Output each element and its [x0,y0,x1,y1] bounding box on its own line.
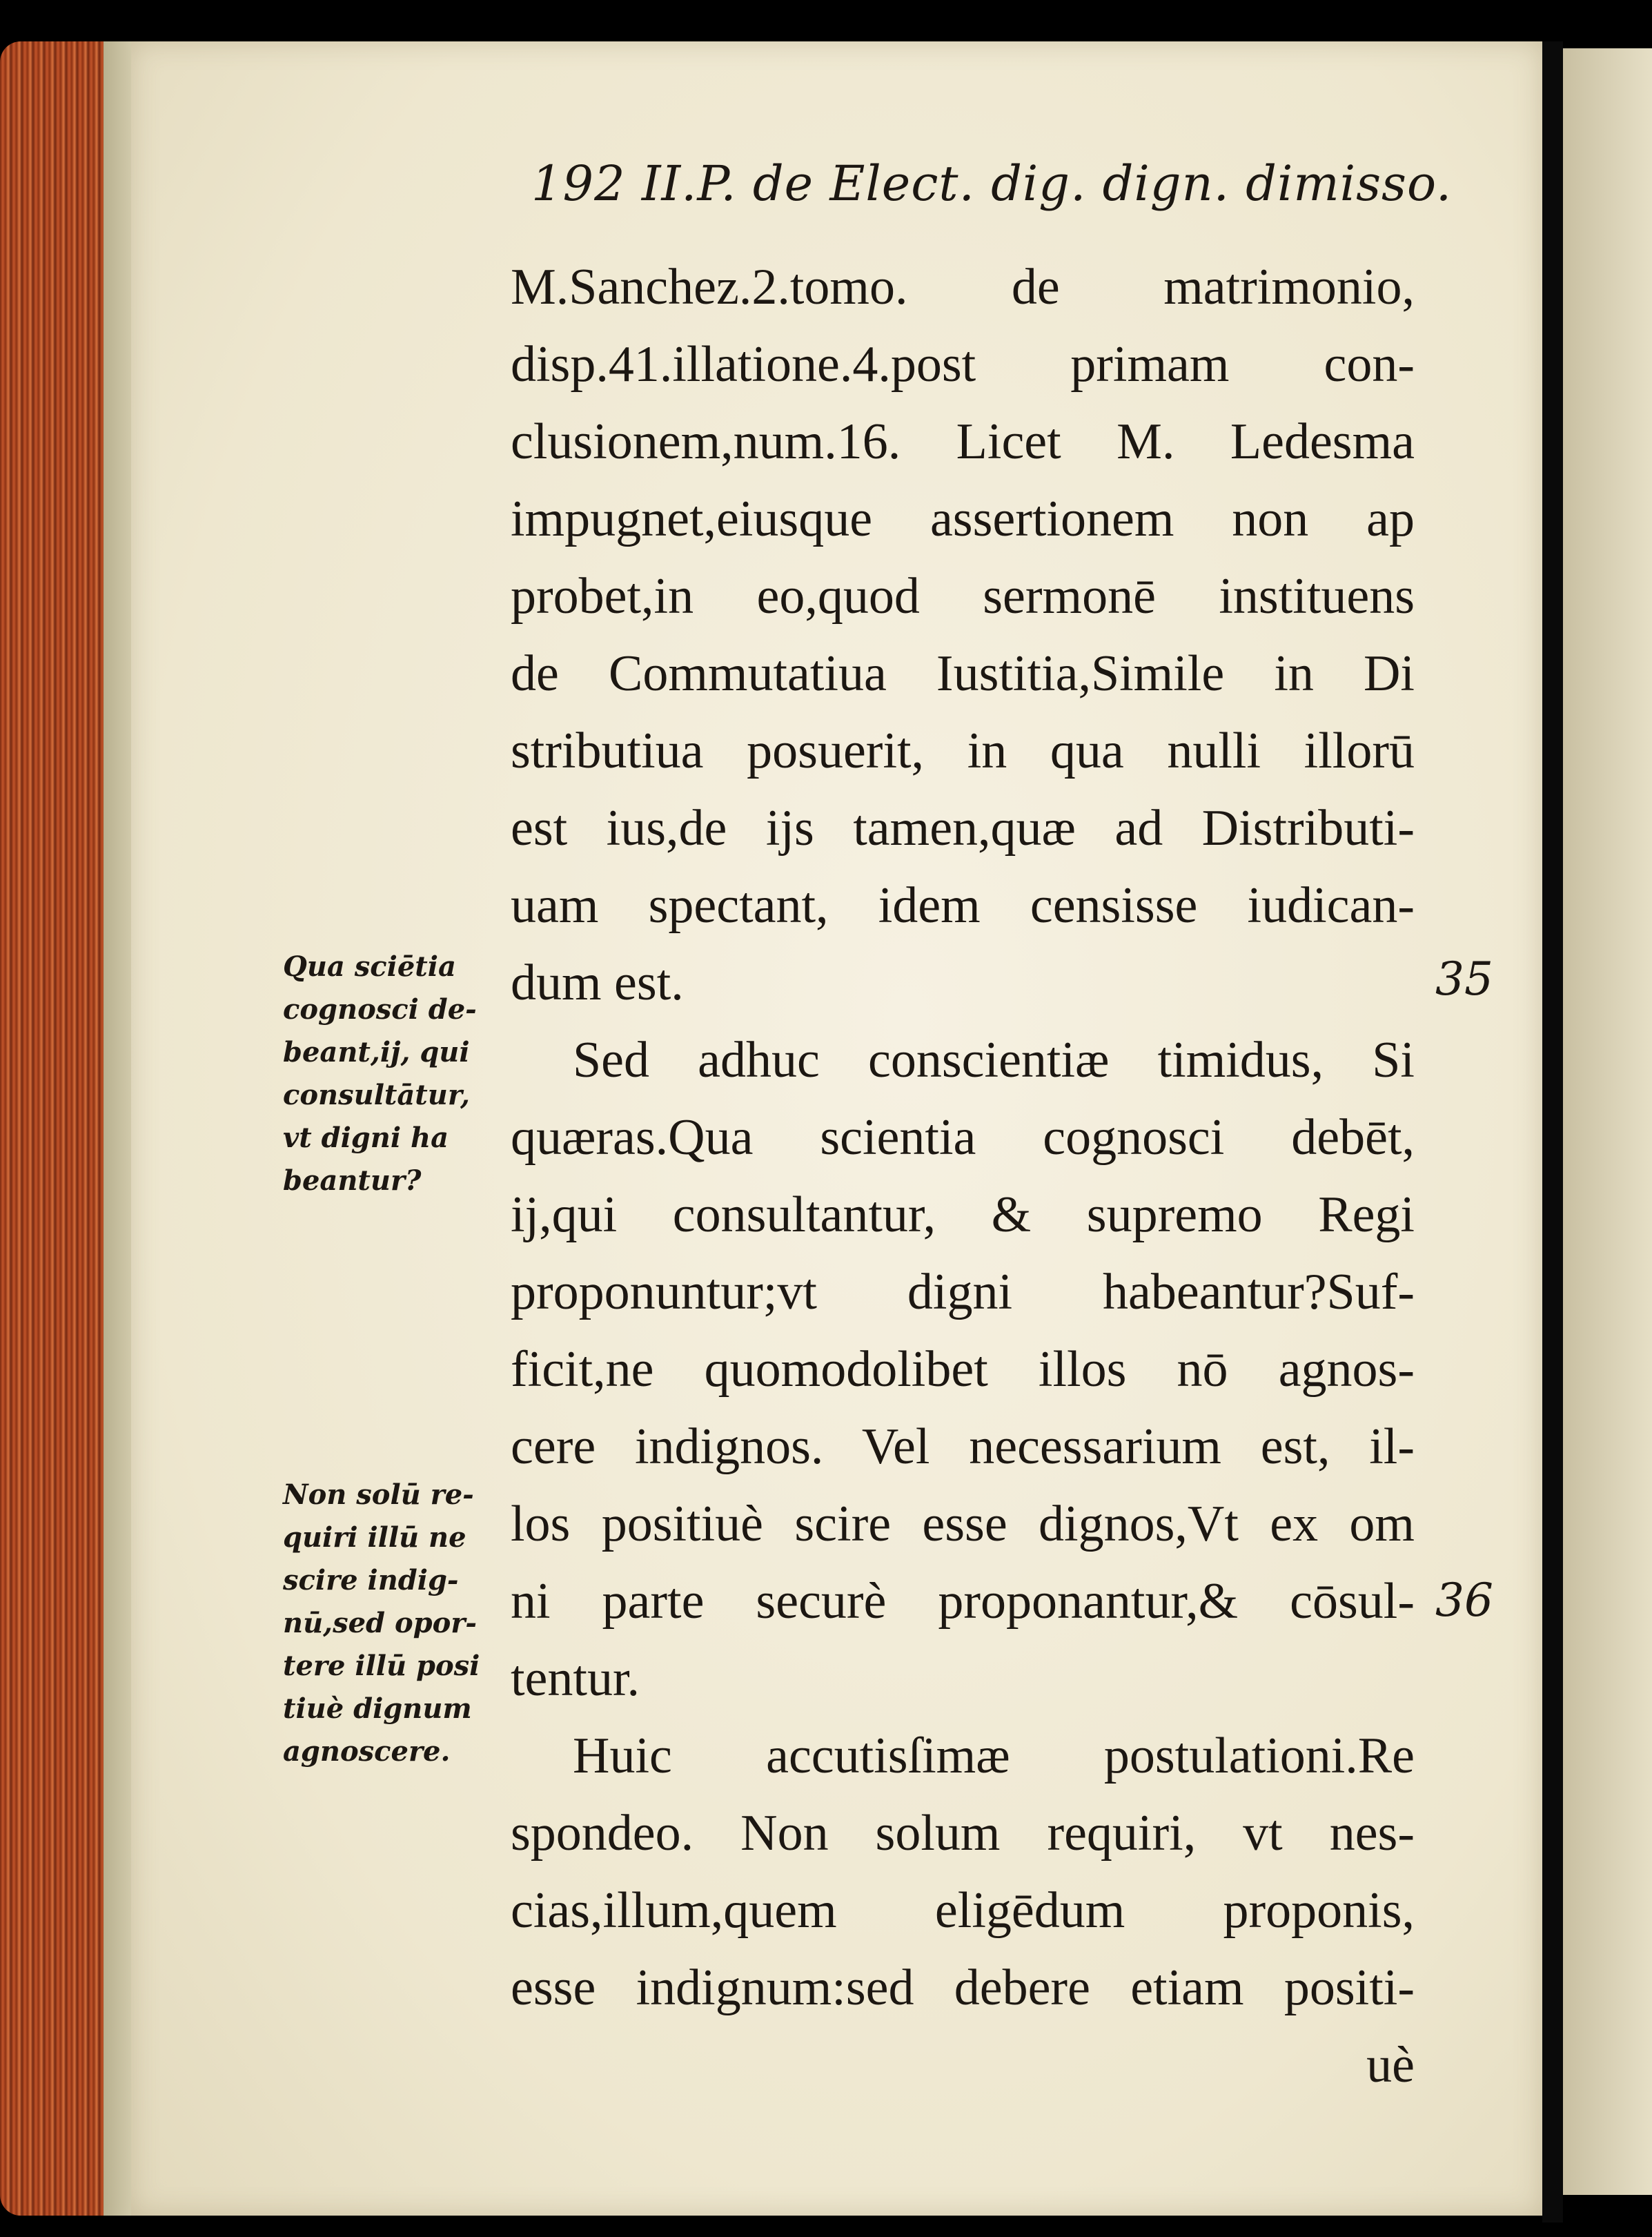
body-line: dum est. [511,955,684,1011]
body-line: est ius,de ijs tamen,quæ ad Distributi- [511,800,1415,857]
body-line: Huic accutisſimæ postulationi.Re [573,1728,1415,1784]
running-head: 192 II.P. de Elect. dig. dign. dimisso. [531,155,1453,212]
body-line: esse indignum:sed debere etiam positi- [511,1960,1415,2016]
body-line: tentur. [511,1650,640,1707]
body-line: ficit,ne quomodolibet illos nō agnos- [511,1341,1415,1398]
body-line: spondeo. Non solum requiri, vt nes- [511,1805,1415,1862]
body-line: cere indignos. Vel necessarium est, il- [511,1418,1415,1475]
body-line: cias,illum,quem eligēdum proponis, [511,1882,1415,1939]
body-line: quæras.Qua scientia cognosci debēt, [511,1109,1415,1166]
paragraph-number: 35 [1435,953,1493,1006]
marginal-line: cognosci de- [283,993,477,1026]
body-line: probet,in eo,quod sermonē instituens [511,568,1415,625]
body-line: M.Sanchez.2.tomo. de matrimonio, [511,259,1415,315]
body-line: de Commutatiua Iustitia,Simile in Di [511,645,1415,702]
marginal-line: tere illū posi [283,1650,480,1682]
marginal-line: Non solū re- [283,1478,474,1511]
page-gap [1542,41,1563,2223]
body-line: los positiuè scire esse dignos,Vt ex om [511,1496,1415,1552]
body-line: uam spectant, idem censisse iudican- [511,877,1415,934]
body-line: ij,qui consultantur, & supremo Regi [511,1186,1415,1243]
marginal-note [283,946,504,1202]
paragraph-number: 36 [1435,1574,1493,1627]
body-line: clusionem,num.16. Licet M. Ledesma [511,413,1415,470]
body-line: disp.41.illatione.4.post primam con- [511,336,1415,393]
marginal-line: beantur? [283,1164,422,1197]
next-page-edge [1563,48,1652,2195]
marginal-line: beant,ij, qui [283,1036,470,1068]
marginal-line: vt digni ha [283,1122,449,1154]
marginal-note [283,1474,504,1773]
marginal-line: Qua sciētia [283,950,456,983]
marginal-line: quiri illū ne [283,1521,466,1554]
body-line: ni parte securè proponantur,& cōsul- [511,1573,1415,1630]
marginal-line: nū,sed opor- [283,1607,477,1639]
marginal-line: agnoscere. [283,1735,451,1768]
body-line: proponuntur;vt digni habeantur?Suf- [511,1264,1415,1320]
body-line: Sed adhuc conscientiæ timidus, Si [573,1032,1415,1088]
body-line: impugnet,eiusque assertionem non ap [511,491,1415,547]
catchword: uè [1366,2037,1415,2093]
marginal-line: scire indig- [283,1564,459,1596]
body-line: stributiua posuerit, in qua nulli illorū [511,723,1415,779]
body-text [511,248,1415,2104]
marginal-line: consultātur, [283,1079,470,1111]
marginal-line: tiuè dignum [283,1692,472,1725]
